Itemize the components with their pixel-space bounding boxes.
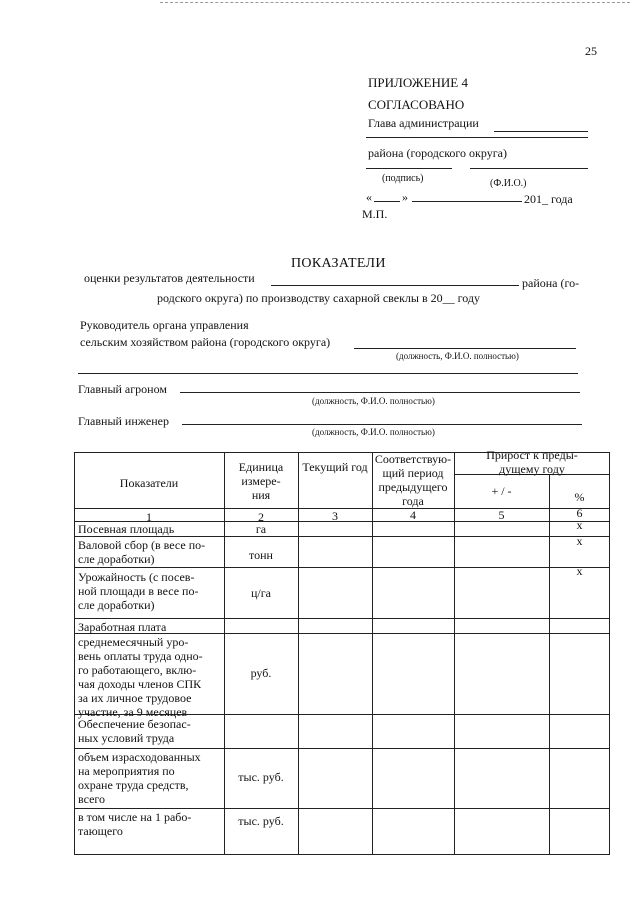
date-day-line bbox=[374, 201, 400, 202]
head-fill-line bbox=[354, 348, 576, 349]
row-label-line: среднемесячный уро- bbox=[78, 635, 189, 649]
header-prev-line: года bbox=[402, 494, 424, 508]
header-prev-line: предыдущего bbox=[378, 480, 448, 494]
header-prev-line: щий период bbox=[382, 466, 444, 480]
header-indicators: Показатели bbox=[119, 476, 179, 490]
header-plus-minus: + / - bbox=[491, 484, 512, 498]
subtitle-line-1: оценки результатов деятельности bbox=[84, 271, 255, 285]
row-divider bbox=[74, 808, 610, 809]
row-label bbox=[78, 717, 222, 745]
row-divider bbox=[74, 618, 610, 619]
agronomist-label: Главный агроном bbox=[78, 382, 167, 396]
row-label-line: ных условий труда bbox=[78, 731, 175, 745]
row-label-line: сле доработки) bbox=[78, 552, 155, 566]
date-open-quote: « bbox=[366, 190, 372, 204]
col-number: 4 bbox=[410, 508, 416, 522]
row-unit: руб. bbox=[250, 666, 272, 680]
row-percent: x bbox=[576, 518, 583, 532]
col-number: 3 bbox=[332, 509, 338, 523]
header-unit-line: ния bbox=[251, 488, 271, 502]
header-prev-line: Соответствую- bbox=[374, 452, 452, 466]
top-edge-dash bbox=[160, 2, 630, 3]
signature-line bbox=[366, 168, 452, 169]
name-label: (Ф.И.О.) bbox=[490, 178, 527, 189]
row-label-line: объем израсходованных bbox=[78, 750, 201, 764]
row-label-line: чая доходы членов СПК bbox=[78, 677, 202, 691]
row-percent: x bbox=[576, 564, 583, 578]
head-hint: (должность, Ф.И.О. полностью) bbox=[396, 351, 519, 361]
row-label-line: вень оплаты труда одно- bbox=[78, 649, 203, 663]
table-border bbox=[74, 854, 610, 855]
row-label-line: ной площади в весе по- bbox=[78, 584, 199, 598]
row-label: Посевная площадь bbox=[78, 522, 175, 536]
row-label bbox=[78, 570, 222, 612]
row-label-line: Валовой сбор (в весе по- bbox=[78, 538, 206, 552]
row-label-line: сле доработки) bbox=[78, 598, 155, 612]
row-label-line: тающего bbox=[78, 824, 123, 838]
row-label bbox=[78, 635, 222, 719]
head-label-line-1: Руководитель органа управления bbox=[80, 318, 249, 332]
row-label-line: на мероприятия по bbox=[78, 764, 175, 778]
district-fill-line bbox=[271, 285, 519, 286]
row-percent: x bbox=[576, 534, 583, 548]
engineer-label: Главный инженер bbox=[78, 414, 169, 428]
row-unit: ц/га bbox=[250, 586, 271, 600]
col-number: 1 bbox=[146, 510, 152, 524]
agronomist-fill-line bbox=[180, 392, 580, 393]
row-label-line: всего bbox=[78, 792, 106, 806]
row-unit: га bbox=[255, 522, 267, 536]
date-year: 201_ года bbox=[524, 192, 573, 206]
signature-label: (подпись) bbox=[382, 173, 424, 184]
row-label: Заработная плата bbox=[78, 620, 167, 634]
row-label-line: го работающего, вклю- bbox=[78, 663, 197, 677]
subtitle-line-2: родского округа) по производству сахарной свеклы в 20__ году bbox=[157, 291, 481, 305]
date-close-quote: » bbox=[402, 190, 408, 204]
agronomist-hint: (должность, Ф.И.О. полностью) bbox=[312, 396, 435, 406]
row-label bbox=[78, 538, 222, 566]
name-line bbox=[470, 168, 588, 169]
approval-fill-line bbox=[366, 137, 588, 138]
approval-fill-line bbox=[494, 131, 588, 132]
page-number: 25 bbox=[585, 44, 597, 58]
row-label-line: Обеспечение безопас- bbox=[78, 717, 191, 731]
row-label bbox=[78, 750, 222, 806]
stamp-label: М.П. bbox=[362, 207, 388, 221]
date-month-line bbox=[412, 201, 522, 202]
row-label-line: в том числе на 1 рабо- bbox=[78, 810, 192, 824]
approval-line-district: района (городского округа) bbox=[368, 146, 507, 160]
header-percent: % bbox=[574, 490, 585, 504]
row-divider bbox=[74, 567, 610, 568]
header-unit-line: Единица bbox=[238, 460, 284, 474]
row-unit: тыс. руб. bbox=[238, 770, 284, 784]
document-title: ПОКАЗАТЕЛИ bbox=[291, 256, 386, 271]
row-label-line: Урожайность (с посев- bbox=[78, 570, 195, 584]
head-fill-line-2 bbox=[78, 373, 578, 374]
appendix-label: ПРИЛОЖЕНИЕ 4 bbox=[368, 75, 468, 90]
header-growth-line: Прирост к преды- bbox=[486, 448, 578, 462]
header-prev-period bbox=[372, 452, 454, 508]
engineer-hint: (должность, Ф.И.О. полностью) bbox=[312, 427, 435, 437]
engineer-fill-line bbox=[182, 424, 582, 425]
indicators-table bbox=[74, 448, 612, 854]
row-divider bbox=[74, 536, 610, 537]
col-number: 6 bbox=[576, 506, 583, 520]
header-current-year: Текущий год bbox=[302, 460, 368, 474]
header-unit-line: измере- bbox=[241, 474, 281, 488]
header-growth-line: дущему году bbox=[499, 462, 565, 476]
subtitle-line-1-end: района (го- bbox=[522, 276, 580, 290]
row-label bbox=[78, 810, 222, 838]
col-number: 2 bbox=[258, 510, 264, 524]
approval-heading: СОГЛАСОВАНО bbox=[368, 97, 465, 112]
row-label-line: участие, за 9 месяцев bbox=[78, 705, 188, 719]
row-label-line: за их личное трудовое bbox=[78, 691, 192, 705]
header-growth bbox=[454, 448, 610, 476]
row-label-line: охране труда средств, bbox=[78, 778, 189, 792]
approval-line-head: Глава администрации bbox=[368, 116, 479, 130]
row-divider bbox=[74, 748, 610, 749]
row-unit: тонн bbox=[249, 548, 273, 562]
row-unit: тыс. руб. bbox=[238, 814, 284, 828]
header-unit bbox=[224, 460, 298, 502]
col-number: 5 bbox=[498, 508, 505, 522]
head-label-line-2: сельским хозяйством района (городского округа) bbox=[80, 335, 331, 349]
